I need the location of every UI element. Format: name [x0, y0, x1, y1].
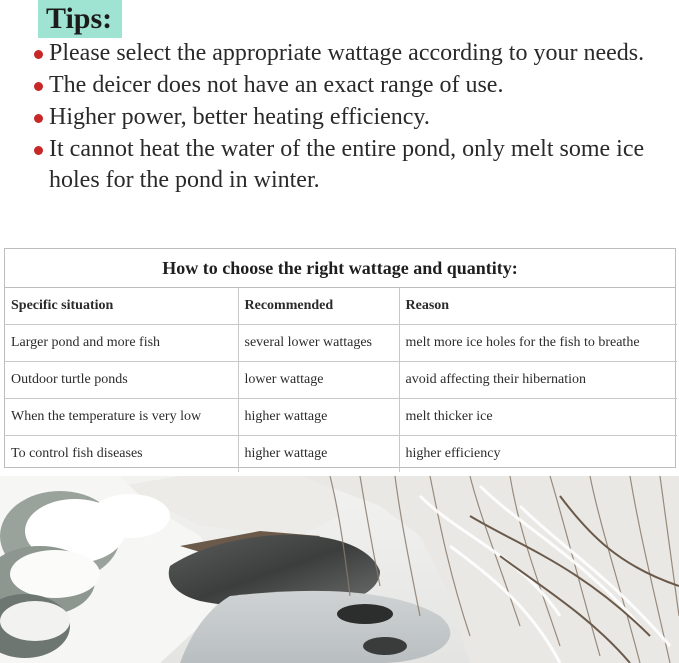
table-cell: lower wattage — [238, 362, 399, 399]
tip-text: Higher power, better heating efficiency. — [49, 104, 430, 130]
bullet-icon — [34, 114, 43, 123]
winter-pond-photo — [0, 476, 679, 663]
column-header: Reason — [399, 288, 677, 325]
table-cell: melt more ice holes for the fish to breathe — [399, 325, 677, 362]
bullet-icon — [34, 50, 43, 59]
tips-list — [34, 38, 664, 197]
table-row — [5, 399, 677, 436]
table-cell: To control fish diseases — [5, 436, 238, 473]
tips-heading: Tips: — [38, 0, 122, 38]
table-cell: avoid affecting their hibernation — [399, 362, 677, 399]
column-header: Specific situation — [5, 288, 238, 325]
table-cell: higher efficiency — [399, 436, 677, 473]
wattage-table-panel — [4, 248, 676, 468]
bullet-icon — [34, 82, 43, 91]
table-cell: melt thicker ice — [399, 399, 677, 436]
column-header: Recommended — [238, 288, 399, 325]
tip-item — [34, 102, 664, 133]
table-cell: Larger pond and more fish — [5, 325, 238, 362]
tip-text: It cannot heat the water of the entire pond, only melt some ice holes for the pond in winter. — [49, 136, 645, 193]
table-cell: Outdoor turtle ponds — [5, 362, 238, 399]
table-header-row — [5, 288, 677, 325]
tip-item — [34, 38, 664, 69]
tip-text: Please select the appropriate wattage according to your needs. — [49, 40, 645, 66]
table-cell: several lower wattages — [238, 325, 399, 362]
table-row — [5, 325, 677, 362]
table-row — [5, 436, 677, 473]
tip-item — [34, 134, 664, 196]
table-title: How to choose the right wattage and quantity: — [5, 249, 675, 288]
bullet-icon — [34, 146, 43, 155]
tip-text: The deicer does not have an exact range of use. — [49, 72, 504, 98]
table-row — [5, 362, 677, 399]
table-cell: higher wattage — [238, 436, 399, 473]
wattage-table — [5, 288, 677, 472]
table-cell: higher wattage — [238, 399, 399, 436]
table-cell: When the temperature is very low — [5, 399, 238, 436]
tip-item — [34, 70, 664, 101]
